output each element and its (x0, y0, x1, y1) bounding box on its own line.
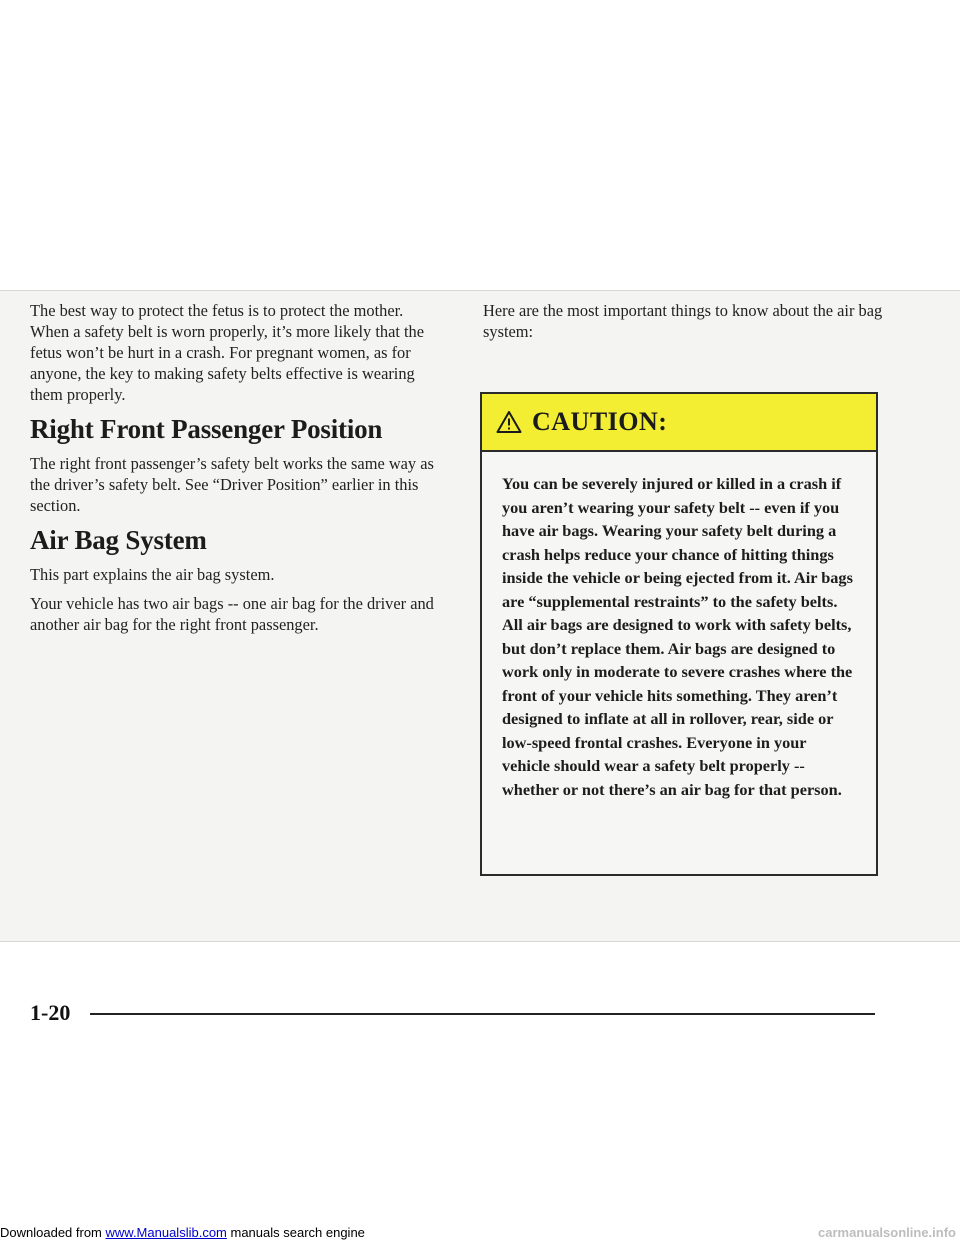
download-footer (0, 1224, 960, 1242)
page-number: 1-20 (30, 1000, 71, 1025)
air-bag-things-to-know-paragraph: Here are the most important things to know about the air bag system: (483, 301, 883, 341)
footer-suffix: manuals search engine (226, 1225, 365, 1240)
air-bag-intro-paragraph: This part explains the air bag system. (30, 565, 275, 584)
caution-label: CAUTION: (532, 407, 668, 436)
caution-box (480, 392, 878, 876)
two-air-bags-paragraph: Your vehicle has two air bags -- one air bag for the driver and another air bag for the right front passenger. (30, 594, 434, 634)
air-bag-system-heading: Air Bag System (30, 525, 207, 555)
fetus-protection-paragraph: The best way to protect the fetus is to protect the mother. When a safety belt is worn properly, it’s more likely that the fetus won’t be hurt in a crash. For pregnant women, as for anyone, the key to making safety belts effective is wearing them properly. (30, 301, 425, 404)
right-column (483, 300, 883, 350)
caution-header (482, 394, 876, 452)
footer-prefix: Downloaded from (0, 1225, 106, 1240)
manualslib-link[interactable]: www.Manualslib.com (105, 1225, 227, 1240)
caution-text: You can be severely injured or killed in a crash if you aren’t wearing your safety belt -- even if you have air bags. Wearing your safety belt during a crash helps reduce your chance of hitting things inside the vehicle or being ejected from it. Air bags are “supplemental restraints” to the safety belts. All air bags are designed to work with safety belts, but don’t replace them. Air bags are designed to work only in moderate to severe crashes where the front of your vehicle hits something. They aren’t designed to inflate at all in rollover, rear, side or low-speed frontal crashes. Everyone in your vehicle should wear a safety belt properly -- whether or not there’s an air bag for that person. (502, 474, 853, 799)
page-number-rule (90, 1013, 875, 1015)
right-front-passenger-paragraph: The right front passenger’s safety belt works the same way as the driver’s safety belt. See “Driver Position” earlier in this section. (30, 454, 434, 515)
left-column (30, 300, 435, 643)
footer-watermark: carmanualsonline.info (818, 1225, 956, 1240)
footer-download-text (0, 1224, 365, 1242)
scan-bottom-edge (0, 941, 960, 942)
scan-top-edge (0, 290, 960, 291)
warning-triangle-icon (496, 410, 522, 434)
right-front-passenger-heading: Right Front Passenger Position (30, 414, 383, 444)
